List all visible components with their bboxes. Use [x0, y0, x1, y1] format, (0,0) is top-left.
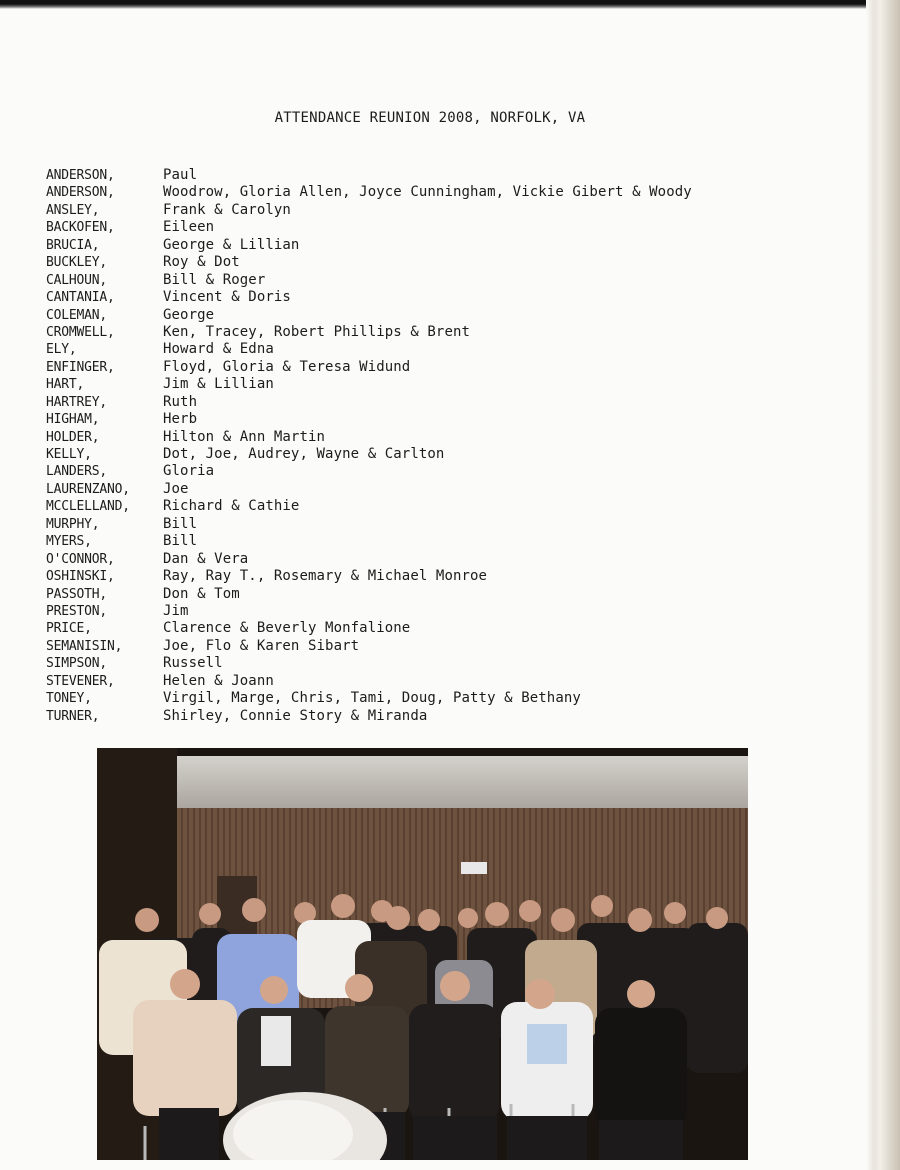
attendee-surname: SEMANISIN, — [46, 638, 123, 654]
attendee-surname: CROMWELL, — [46, 324, 115, 340]
group-photo — [97, 748, 748, 1160]
attendee-names: Howard & Edna — [163, 341, 274, 358]
attendee-row — [46, 429, 692, 446]
attendee-names: Ray, Ray T., Rosemary & Michael Monroe — [163, 568, 488, 585]
attendee-surname: MCCLELLAND, — [46, 499, 130, 515]
attendee-names: Ruth — [163, 393, 198, 410]
attendee-names: Gloria — [163, 463, 215, 480]
attendee-names: Don & Tom — [163, 585, 240, 602]
attendee-surname: PRICE, — [46, 621, 92, 637]
attendee-surname: HARTREY, — [46, 394, 108, 410]
attendee-names: Virgil, Marge, Chris, Tami, Doug, Patty & Bethany — [163, 690, 581, 707]
attendee-names: Clarence & Beverly Monfalione — [163, 620, 411, 637]
attendee-row — [46, 237, 692, 254]
attendee-names: Frank & Carolyn — [163, 201, 291, 218]
attendee-surname: MYERS, — [46, 534, 92, 550]
attendee-names: Herb — [163, 411, 198, 428]
attendee-names: Helen & Joann — [163, 672, 274, 689]
attendee-names: Shirley, Connie Story & Miranda — [163, 707, 428, 724]
attendee-surname: ANSLEY, — [46, 202, 100, 218]
attendee-names: Bill — [163, 515, 198, 532]
attendee-row — [46, 568, 692, 585]
attendee-surname: SIMPSON, — [46, 656, 108, 672]
attendee-row — [46, 289, 692, 306]
attendee-surname: BUCKLEY, — [46, 255, 108, 271]
attendee-surname: BACKOFEN, — [46, 220, 115, 236]
attendee-surname: LAURENZANO, — [46, 481, 130, 497]
attendee-row — [46, 324, 692, 341]
attendee-row — [46, 411, 692, 428]
group-photo-illustration — [97, 748, 748, 1160]
attendee-surname: BRUCIA, — [46, 237, 100, 253]
attendee-surname: O'CONNOR, — [46, 551, 115, 567]
attendee-surname: HIGHAM, — [46, 412, 100, 428]
attendee-names: Hilton & Ann Martin — [163, 428, 326, 445]
attendee-names: Dot, Joe, Audrey, Wayne & Carlton — [163, 446, 445, 462]
attendee-row — [46, 516, 692, 533]
attendee-names: Richard & Cathie — [163, 498, 300, 515]
attendee-surname: TURNER, — [46, 708, 100, 724]
attendee-surname: HART, — [46, 377, 85, 393]
attendee-surname: STEVENER, — [46, 673, 115, 689]
attendee-row — [46, 690, 692, 707]
attendee-row — [46, 708, 692, 725]
attendee-row — [46, 167, 692, 184]
attendee-names: Woodrow, Gloria Allen, Joyce Cunningham, Vickie Gibert & Woody — [163, 184, 692, 201]
attendee-names: Eileen — [163, 219, 215, 236]
attendee-names: Russell — [163, 655, 223, 672]
attendee-names: George & Lillian — [163, 236, 300, 253]
attendee-names: Floyd, Gloria & Teresa Widund — [163, 358, 411, 375]
attendee-surname: CALHOUN, — [46, 272, 108, 288]
attendee-names: Joe, Flo & Karen Sibart — [163, 637, 360, 654]
attendee-names: Jim & Lillian — [163, 376, 274, 393]
attendee-row — [46, 394, 692, 411]
attendee-row — [46, 481, 692, 498]
attendee-row — [46, 620, 692, 637]
attendee-row — [46, 272, 692, 289]
attendee-row — [46, 586, 692, 603]
attendee-surname: COLEMAN, — [46, 307, 108, 323]
attendee-surname: CANTANIA, — [46, 290, 115, 306]
attendee-row — [46, 184, 692, 201]
attendee-row — [46, 463, 692, 480]
attendee-row — [46, 673, 692, 690]
page-right-edge — [866, 0, 900, 1170]
attendee-names: Joe — [163, 480, 189, 497]
attendee-surname: ENFINGER, — [46, 359, 115, 375]
attendee-surname: KELLY, — [46, 447, 92, 462]
attendee-names: Paul — [163, 167, 198, 183]
page-title: ATTENDANCE REUNION 2008, NORFOLK, VA — [274, 110, 586, 126]
attendee-row — [46, 202, 692, 219]
attendee-row — [46, 307, 692, 324]
attendee-names: Ken, Tracey, Robert Phillips & Brent — [163, 323, 471, 340]
attendee-names: Jim — [163, 602, 189, 619]
attendee-surname: MURPHY, — [46, 516, 100, 532]
attendee-names: George — [163, 306, 215, 323]
attendance-list — [46, 167, 692, 725]
attendee-row — [46, 498, 692, 515]
attendee-row — [46, 533, 692, 550]
attendee-surname: ELY, — [46, 342, 77, 358]
page-top-edge — [0, 0, 900, 9]
attendee-row — [46, 603, 692, 620]
attendee-surname: PASSOTH, — [46, 586, 108, 602]
attendee-surname: ANDERSON, — [46, 185, 115, 201]
attendee-row — [46, 551, 692, 568]
attendee-row — [46, 254, 692, 271]
attendee-surname: OSHINSKI, — [46, 569, 115, 585]
attendee-row — [46, 219, 692, 236]
attendee-names: Dan & Vera — [163, 550, 249, 567]
attendee-row — [46, 359, 692, 376]
attendee-row — [46, 376, 692, 393]
attendee-row — [46, 655, 692, 672]
attendee-names: Bill & Roger — [163, 271, 266, 288]
attendee-surname: HOLDER, — [46, 429, 100, 445]
attendee-surname: ANDERSON, — [46, 168, 115, 183]
attendee-row — [46, 446, 692, 463]
attendee-surname: LANDERS, — [46, 464, 108, 480]
attendee-surname: TONEY, — [46, 691, 92, 707]
attendee-names: Roy & Dot — [163, 254, 240, 271]
attendee-surname: PRESTON, — [46, 603, 108, 619]
attendee-names: Vincent & Doris — [163, 289, 291, 306]
attendee-names: Bill — [163, 533, 198, 550]
attendee-row — [46, 638, 692, 655]
attendee-row — [46, 341, 692, 358]
